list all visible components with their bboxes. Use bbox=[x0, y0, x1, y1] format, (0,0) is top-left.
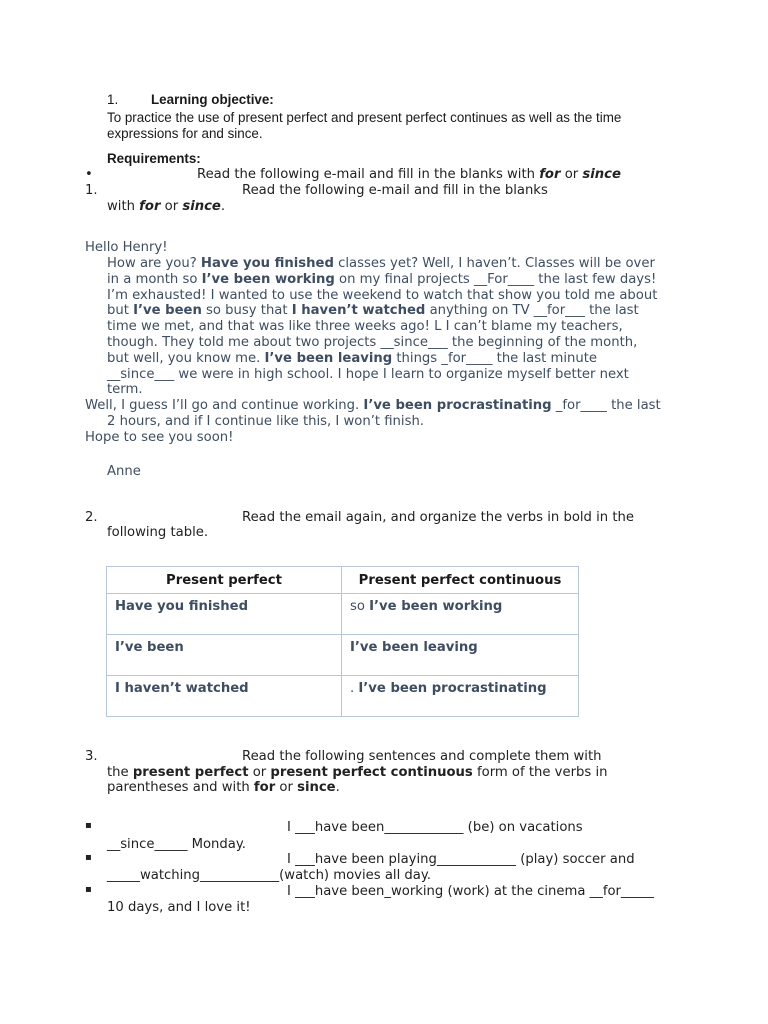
table-cell: I’ve been bbox=[107, 635, 342, 676]
exercise-sentence: _____watching____________(watch) movies all day. bbox=[107, 868, 431, 883]
email-line: 2 hours, and if I continue like this, I won’t finish. bbox=[107, 414, 425, 429]
bullet-icon: • bbox=[85, 167, 93, 182]
exercise-sentence: 10 days, and I love it! bbox=[107, 900, 251, 915]
task2-number: 2. bbox=[85, 510, 98, 525]
table-header: Present perfect bbox=[107, 567, 342, 594]
square-bullet-icon: ▪ bbox=[85, 884, 92, 895]
email-line: term. bbox=[107, 382, 143, 398]
table-header: Present perfect continuous bbox=[342, 567, 579, 594]
task1-line2: with for or since. bbox=[107, 199, 226, 214]
task3-line2: the present perfect or present perfect continuous form of the verbs in bbox=[107, 765, 608, 780]
requirements-item: Read the following e-mail and fill in the blanks with for or since bbox=[197, 167, 621, 182]
task3-line3: parentheses and with for or since. bbox=[107, 780, 340, 795]
objective-heading: Learning objective: bbox=[151, 92, 274, 107]
email-line: but I’ve been so busy that I haven’t watched anything on TV __for___ the last bbox=[107, 303, 639, 319]
table-header-row bbox=[107, 567, 579, 594]
table-row bbox=[107, 676, 579, 717]
email-greeting: Hello Henry! bbox=[85, 240, 168, 255]
task1-number: 1. bbox=[85, 183, 98, 198]
table-row bbox=[107, 594, 579, 635]
exercise-sentence: __since_____ Monday. bbox=[107, 837, 246, 852]
task3-line1: Read the following sentences and complete them with bbox=[242, 749, 602, 764]
email-line: I’m exhausted! I wanted to use the weekend to watch that show you told me about bbox=[107, 287, 658, 303]
email-line: __since___ we were in high school. I hope I learn to organize myself better next bbox=[107, 366, 629, 382]
task1-line1: Read the following e-mail and fill in the blanks bbox=[242, 183, 548, 198]
square-bullet-icon: ▪ bbox=[85, 852, 92, 863]
table-cell: I’ve been leaving bbox=[342, 635, 579, 676]
email-line: How are you? Have you finished classes yet? Well, I haven’t. Classes will be over bbox=[107, 256, 655, 271]
table-cell: I haven’t watched bbox=[107, 676, 342, 717]
requirements-heading: Requirements: bbox=[107, 151, 201, 166]
exercise-sentence: I ___have been____________ (be) on vacations bbox=[287, 820, 583, 835]
email-line: but well, you know me. I’ve been leaving things _for____ the last minute bbox=[107, 350, 597, 366]
email-line: in a month so I’ve been working on my final projects __For____ the last few days! bbox=[107, 271, 657, 287]
objective-number: 1. bbox=[107, 92, 119, 107]
table-cell: so I’ve been working bbox=[342, 594, 579, 635]
email-line: time we met, and that was like three weeks ago! L I can’t blame my teachers, bbox=[107, 319, 623, 335]
exercise-sentence: I ___have been playing____________ (play) soccer and bbox=[287, 852, 635, 867]
email-line: though. They told me about two projects __since___ the beginning of the month, bbox=[107, 334, 638, 350]
table-cell: Have you finished bbox=[107, 594, 342, 635]
table-cell: . I’ve been procrastinating bbox=[342, 676, 579, 717]
objective-text-line2: expressions for and since. bbox=[107, 126, 263, 141]
email-closing: Hope to see you soon! bbox=[85, 430, 234, 445]
email-line: Well, I guess I’ll go and continue working. I’ve been procrastinating _for____ the last bbox=[85, 398, 661, 413]
objective-text-line1: To practice the use of present perfect and present perfect continues as well as the time bbox=[107, 110, 622, 125]
task3-number: 3. bbox=[85, 749, 98, 764]
table-row bbox=[107, 635, 579, 676]
exercise-sentence: I ___have been_working (work) at the cinema __for_____ bbox=[287, 884, 654, 899]
task2-line2: following table. bbox=[107, 525, 209, 540]
square-bullet-icon: ▪ bbox=[85, 820, 92, 831]
email-body bbox=[107, 256, 657, 398]
verb-table bbox=[106, 566, 579, 717]
email-signature: Anne bbox=[107, 464, 141, 479]
task2-line1: Read the email again, and organize the verbs in bold in the bbox=[242, 510, 634, 525]
